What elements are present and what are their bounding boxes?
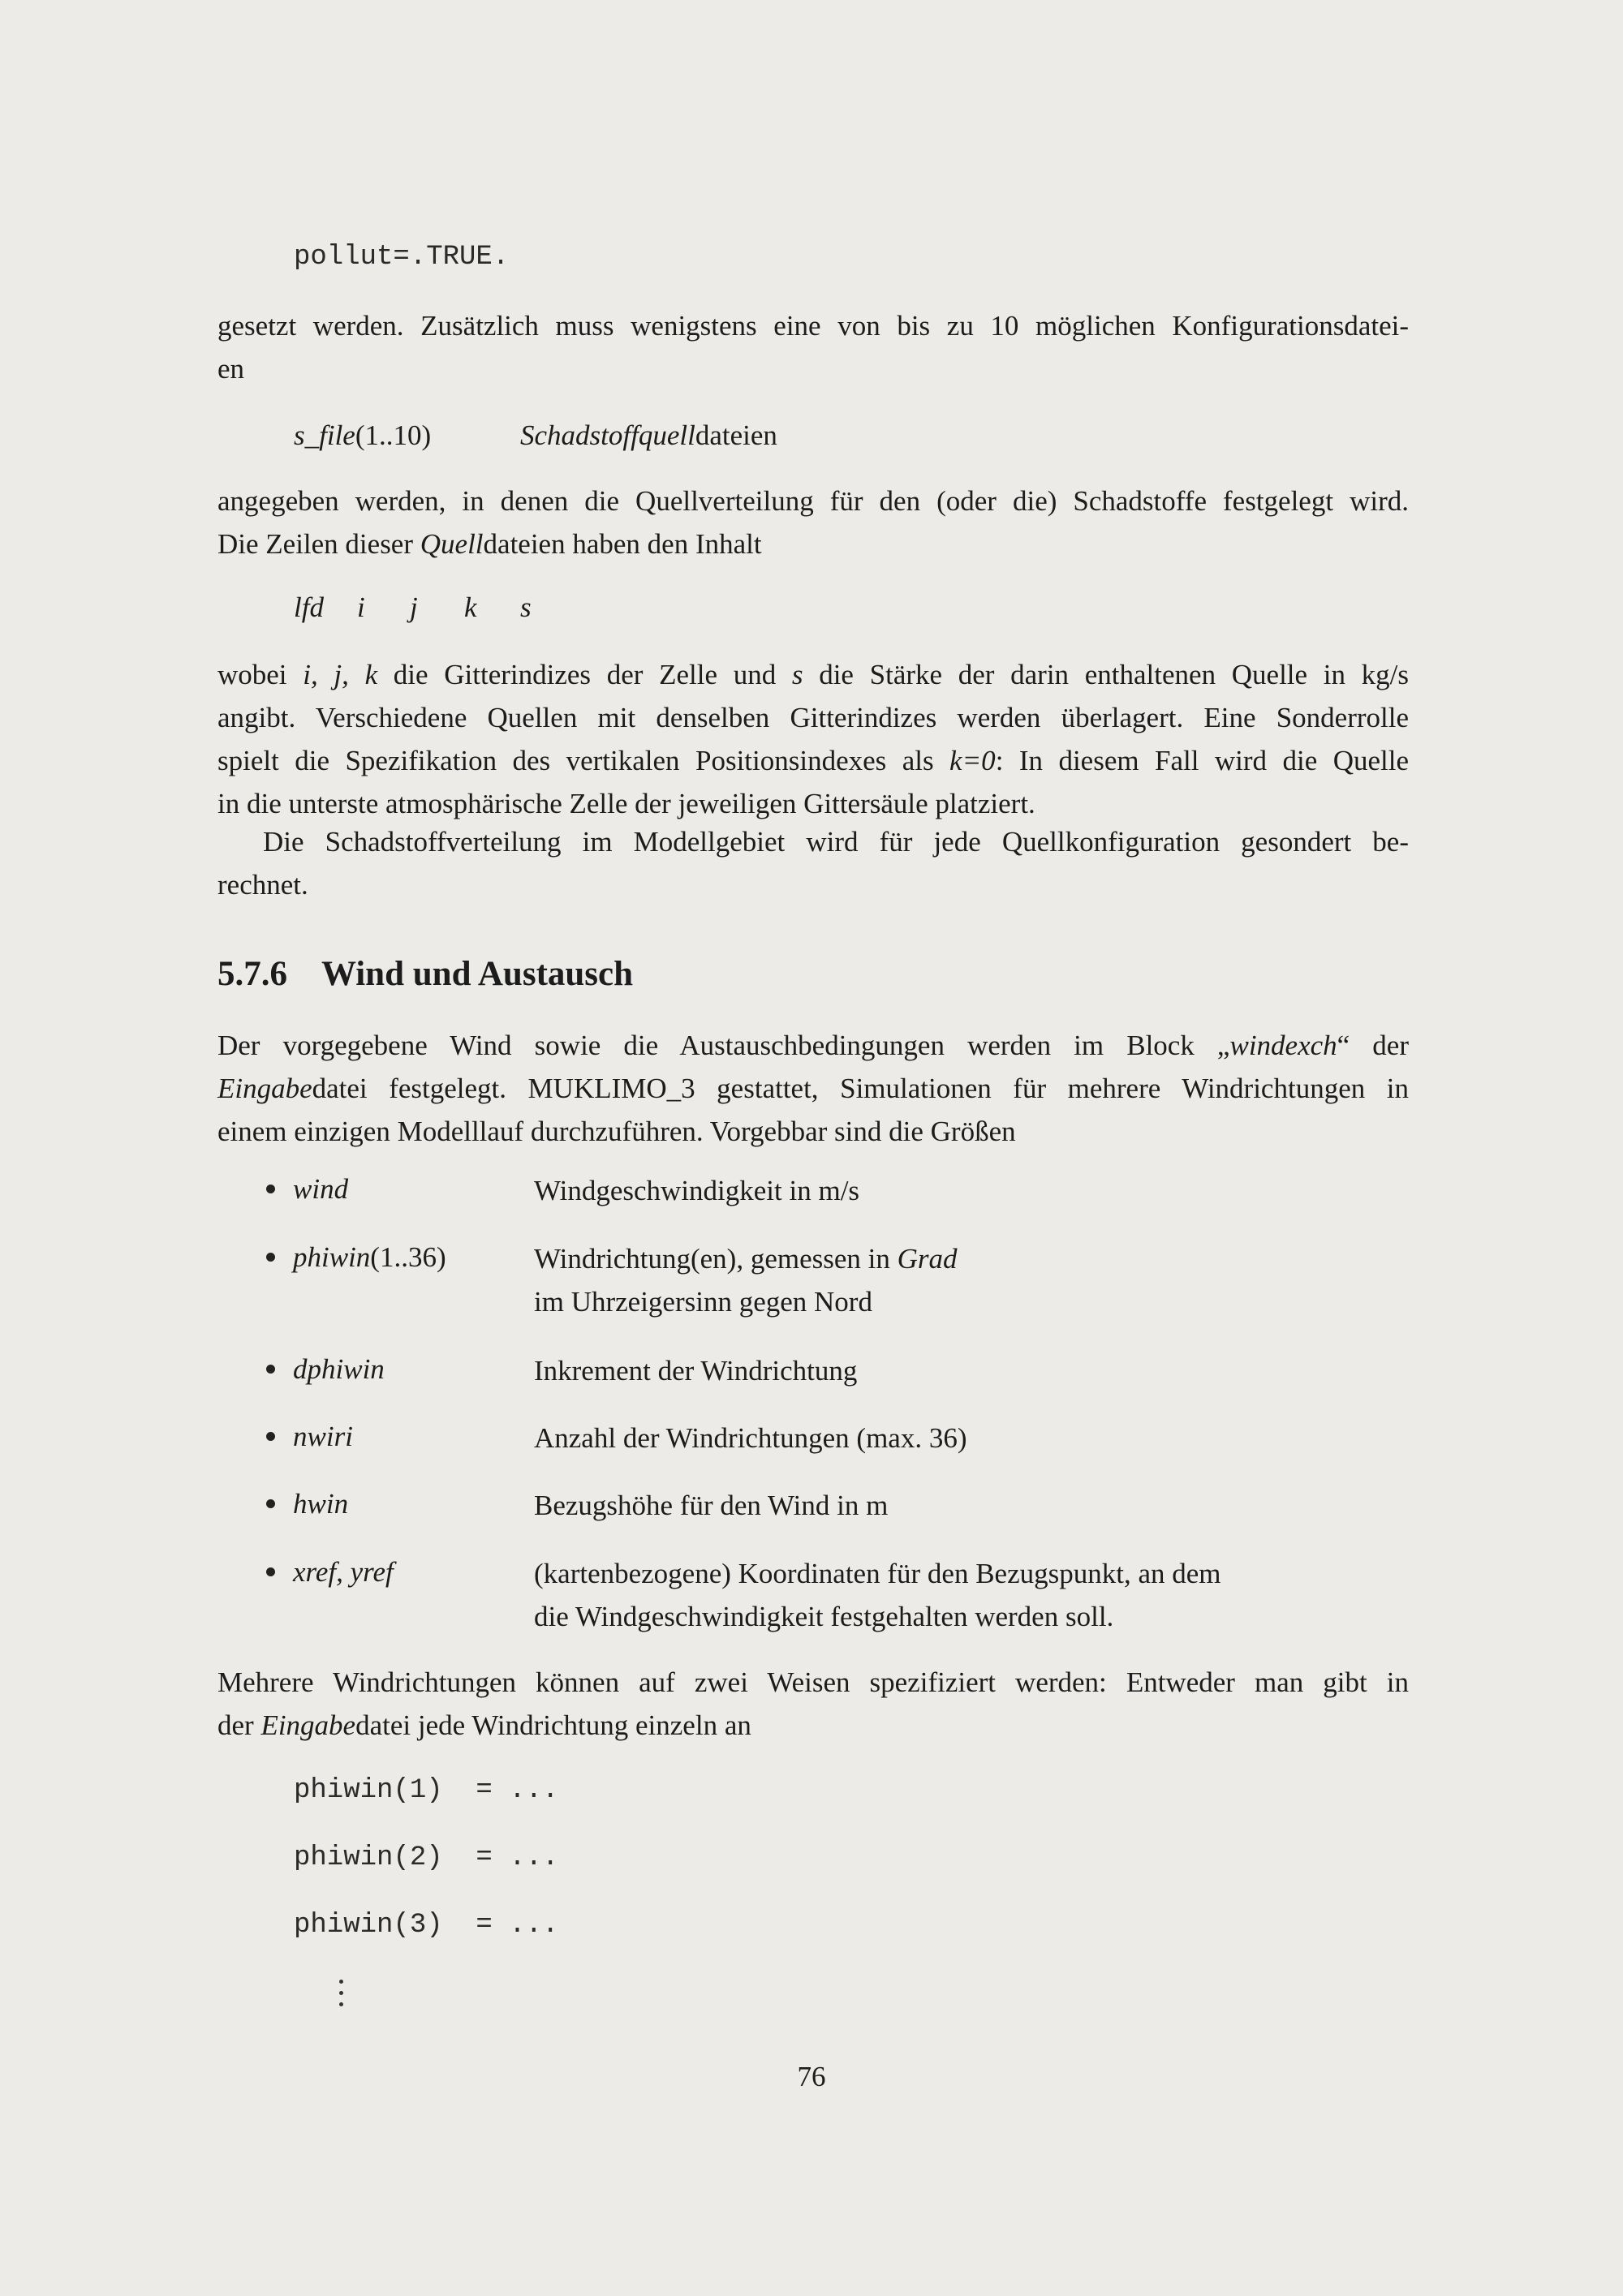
param-name: dphiwin — [293, 1353, 385, 1385]
p2-post: dateien haben den Inhalt — [483, 528, 762, 560]
param-name: hwin — [293, 1488, 349, 1520]
paragraph-6-line-1: Mehrere Windrichtungen können auf zwei Weisen spezifiziert werden: Entweder man gibt in — [217, 1666, 1409, 1698]
format-lfd: lfd — [294, 591, 324, 623]
paragraph-3-line-1 — [217, 653, 1409, 696]
p3-k0: k=0 — [949, 745, 996, 776]
paragraph-5-line-1 — [217, 1024, 1409, 1067]
p5-windexch: windexch — [1229, 1030, 1337, 1061]
param-description — [534, 1237, 958, 1323]
p2-italic: Quell — [420, 528, 484, 560]
paragraph-3-line-4: in die unterste atmosphärische Zelle der jeweiligen Gittersäule platziert. — [217, 788, 1035, 819]
paragraph-3-line-2: angibt. Verschiedene Quellen mit denselben Gitterindizes werden überlagert. Eine Sonderrolle — [217, 702, 1409, 733]
paragraph-5-line-2 — [217, 1067, 1409, 1110]
format-i: i — [357, 591, 365, 623]
p6-rest: datei jede Windrichtung einzeln an — [355, 1709, 751, 1741]
param-name: nwiri — [293, 1421, 353, 1452]
param-name: phiwin — [293, 1241, 371, 1273]
list-item — [266, 1421, 353, 1453]
code-line: phiwin(2) = ... — [294, 1842, 559, 1873]
param-name: xref, yref — [293, 1556, 394, 1588]
paragraph-1 — [217, 304, 1409, 390]
bullet-icon — [266, 1499, 275, 1508]
p5-b: “ der — [1337, 1030, 1409, 1061]
p6-eingabe: Eingabe — [260, 1709, 356, 1741]
bullet-icon — [266, 1185, 275, 1193]
param-desc-line-1: Bezugshöhe für den Wind in m — [534, 1490, 889, 1521]
p3-c: die Stärke der darin enthaltenen Quelle in kg/s — [803, 659, 1410, 690]
section-number: 5.7.6 — [217, 955, 287, 993]
list-item — [266, 1173, 348, 1206]
sfile-description — [520, 414, 777, 457]
list-item — [266, 1353, 385, 1386]
param-description — [534, 1169, 859, 1212]
list-item — [266, 1556, 394, 1589]
page-number: 76 — [797, 2061, 826, 2092]
paragraph-2-line-1: angegeben werden, in denen die Quellverteilung für den (oder die) Schadstoffe festgelegt wird. — [217, 485, 1409, 517]
bullet-icon — [266, 1432, 275, 1441]
list-item — [266, 1241, 446, 1274]
sfile-range: (1..10) — [355, 419, 432, 451]
p3-b: die Gitterindizes der Zelle und — [377, 659, 792, 690]
p5-a: Der vorgegebene Wind sowie die Austauschbedingungen werden im Block „ — [217, 1030, 1230, 1061]
quell-format-lfd — [294, 586, 324, 629]
format-s: s — [520, 591, 532, 623]
paragraph-6 — [217, 1661, 1409, 1747]
p5-l2-rest: datei festgelegt. MUKLIMO_3 gestattet, Simulationen für mehrere Windrichtungen in — [312, 1073, 1409, 1104]
sfile-name: s_file — [294, 419, 355, 451]
p3-a: wobei — [217, 659, 304, 690]
vertical-ellipsis-icon — [339, 1980, 346, 2014]
param-description — [534, 1484, 888, 1527]
param-desc-line-1: Anzahl der Windrichtungen (max. 36) — [534, 1422, 967, 1454]
paragraph-2-line-2 — [217, 522, 1409, 565]
paragraph-4-line-2: rechnet. — [217, 869, 308, 901]
param-desc-line-2: im Uhrzeigersinn gegen Nord — [534, 1286, 872, 1318]
quell-format-j — [410, 586, 418, 629]
param-desc-line-1: Windrichtung(en), gemessen in — [534, 1243, 898, 1275]
param-desc-line-2: die Windgeschwindigkeit festgehalten werden soll. — [534, 1601, 1114, 1632]
p3-s: s — [791, 659, 803, 690]
paragraph-5-line-3: einem einzigen Modelllauf durchzuführen. Vorgebbar sind die Größen — [217, 1116, 1016, 1147]
code-line: phiwin(3) = ... — [294, 1910, 559, 1941]
section-heading — [217, 954, 633, 994]
sfile-desc-italic: Schadstoffquell — [520, 419, 695, 451]
paragraph-2 — [217, 479, 1409, 565]
quell-format-s — [520, 586, 532, 629]
param-desc-italic: Grad — [897, 1243, 958, 1275]
quell-format-k — [464, 586, 477, 629]
p5-eingabe: Eingabe — [217, 1073, 312, 1104]
section-title: Wind und Austausch — [321, 955, 634, 993]
paragraph-4 — [217, 820, 1409, 906]
p3-l3-b: : In diesem Fall wird die Quelle — [995, 745, 1409, 776]
paragraph-5 — [217, 1024, 1409, 1153]
p2-pre: Die Zeilen dieser — [217, 528, 420, 560]
sfile-parameter — [294, 414, 431, 457]
p3-l3-a: spielt die Spezifikation des vertikalen Positionsindexes als — [217, 745, 950, 776]
param-desc-line-1: Windgeschwindigkeit in m/s — [534, 1175, 860, 1206]
param-name: wind — [293, 1173, 349, 1205]
code-line: phiwin(1) = ... — [294, 1775, 559, 1806]
p3-vars: i, j, k — [303, 659, 378, 690]
paragraph-3-line-3 — [217, 739, 1409, 782]
param-desc-line-1: (kartenbezogene) Koordinaten für den Bezugspunkt, an dem — [534, 1558, 1221, 1589]
bullet-icon — [266, 1365, 275, 1374]
paragraph-1-line-1: gesetzt werden. Zusätzlich muss wenigstens eine von bis zu 10 möglichen Konfigurationsdatei- — [217, 310, 1409, 342]
list-item — [266, 1488, 348, 1520]
paragraph-3 — [217, 653, 1409, 825]
bullet-icon — [266, 1253, 275, 1262]
param-description — [534, 1349, 857, 1392]
paragraph-1-line-2: en — [217, 353, 245, 385]
quell-format-i — [357, 586, 365, 629]
format-j: j — [410, 591, 418, 623]
param-description — [534, 1417, 966, 1460]
p6-pre: der — [217, 1709, 261, 1741]
format-k: k — [464, 591, 477, 623]
param-desc-line-1: Inkrement der Windrichtung — [534, 1355, 858, 1387]
paragraph-4-line-1: Die Schadstoffverteilung im Modellgebiet wird für jede Quellkonfiguration gesondert be- — [263, 826, 1409, 858]
code-pollut: pollut=.TRUE. — [294, 242, 510, 273]
bullet-icon — [266, 1567, 275, 1576]
param-description — [534, 1552, 1221, 1638]
sfile-desc-rest: dateien — [695, 419, 777, 451]
paragraph-6-line-2 — [217, 1704, 1409, 1747]
param-suffix: (1..36) — [370, 1241, 446, 1273]
